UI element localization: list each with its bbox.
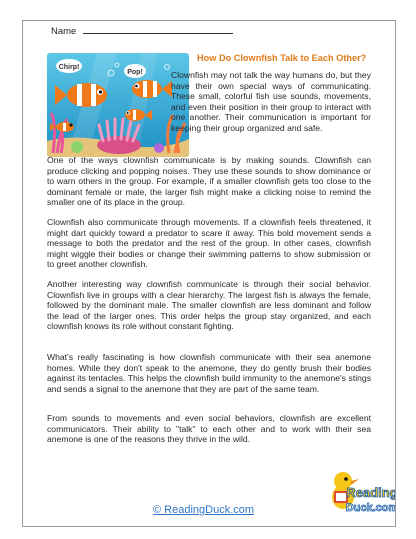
paragraph-intro: Clownfish may not talk the way humans do, but they have their own special ways of communicating. These small, colorful fish use sounds, movements, and even their position in their group to interact with one another. Their communication is important for keeping their group organized and safe. [171,70,371,133]
logo-word-reading: Reading [346,485,395,500]
paragraph-social: Another interesting way clownfish communicate is through their social behavior. Clownfish live in groups with a clear hierarchy. The largest fish is always the female, followed by the dominant male. The smaller clownfish are less dominant and follow the lead of the larger ones. This order helps the group stay organized, and each clownfish knows its role without constant fighting. [47,279,371,332]
paragraph-sounds: One of the ways clownfish communicate is by making sounds. Clownfish can produce clicking and popping noises. They use these sounds to show dominance or to warn others in the group. For example, if a smaller clownfish gets too close to the dominant female or male, the larger fish might make a clicking noise to remind the smaller one of its place in the group. [47,155,371,208]
paragraph-movements: Clownfish also communicate through movements. If a clownfish feels threatened, it might dart quickly toward a predator to scare it away. This bold movement sends a message to both the predator and the rest of the group. In other cases, clownfish might wiggle their bodies or change their swimming patterns to show submission or to greet another clownfish. [47,217,371,270]
name-row [51,25,233,37]
paragraph-anemone: What's really fascinating is how clownfish communicate with their sea anemone homes. While they don't speak to the anemone, they do gently brush their bodies against its tentacles. This helps the clownfish build immunity to the anemone's stings and sends a signal to the anemone that they are part of the same team. [47,352,371,394]
clownfish-illustration [47,53,189,157]
name-label: Name [51,26,77,37]
speech-bubble-right [124,64,146,78]
duck-mascot-icon [329,463,395,521]
speech-bubble-left-text: Chirp! [58,64,80,71]
readingduck-logo [329,463,395,521]
worksheet-page [22,20,396,527]
paragraph-conclusion: From sounds to movements and even social behaviors, clownfish are excellent communicators. Their ability to "talk" to each other and to work with their sea anemone is one of the reasons they thrive in the wild. [47,413,371,445]
speech-bubble-left [56,59,82,73]
name-field-line[interactable] [83,25,233,34]
readingduck-link[interactable]: © ReadingDuck.com [153,504,255,516]
worksheet-title: How Do Clownfish Talk to Each Other? [197,53,367,63]
speech-bubble-right-text: Pop! [127,69,143,76]
logo-word-duck: Duck.com [345,502,395,514]
clownfish-scene-image [47,53,189,157]
